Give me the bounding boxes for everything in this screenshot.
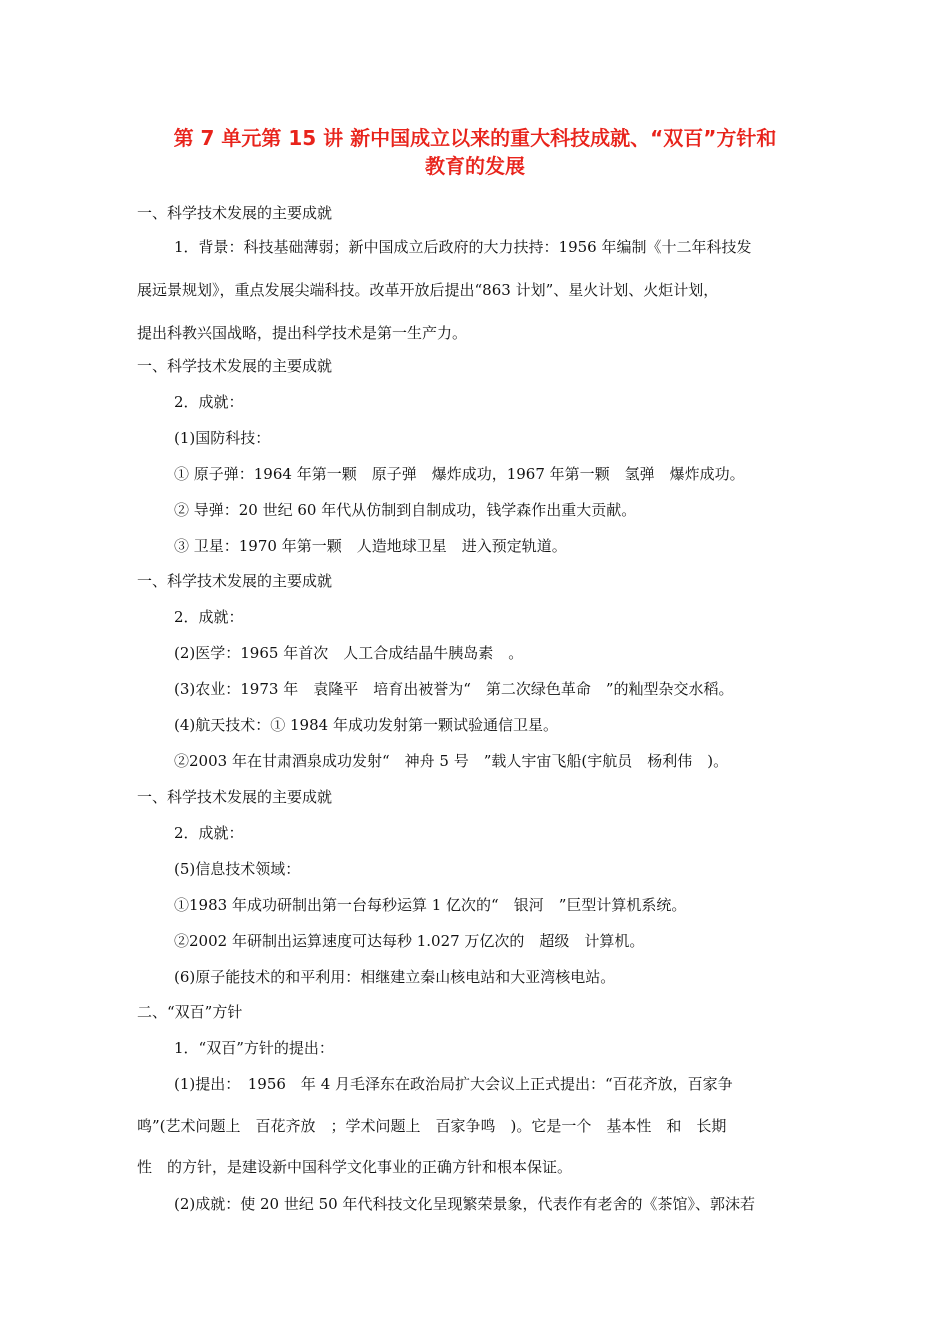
list-item: ③ 卫星：1970 年第一颗 人造地球卫星 进入预定轨道。: [174, 537, 567, 555]
subheading: 2．成就：: [174, 824, 244, 842]
paragraph-line: 提出科教兴国战略，提出科学技术是第一生产力。: [137, 324, 468, 342]
section-heading: 一、科学技术发展的主要成就: [137, 572, 333, 590]
subheading: 2．成就：: [174, 393, 244, 411]
paragraph-line: 1．背景：科技基础薄弱；新中国成立后政府的大力扶持：1956 年编制《十二年科技发: [174, 238, 752, 256]
list-item: (3)农业：1973 年 袁隆平 培育出被誉为“ 第二次绿色革命 ”的籼型杂交水稻。: [174, 680, 734, 698]
section-heading: 一、科学技术发展的主要成就: [137, 357, 333, 375]
list-item: ① 原子弹：1964 年第一颗 原子弹 爆炸成功，1967 年第一颗 氢弹 爆炸成功。: [174, 465, 745, 483]
paragraph-line: (2)成就：使 20 世纪 50 年代科技文化呈现繁荣景象，代表作有老舍的《茶馆》、郭沫若: [174, 1195, 755, 1213]
list-item: ②2003 年在甘肃酒泉成功发射“ 神舟 5 号 ”载人宇宙飞船(宇航员 杨利伟 )。: [174, 752, 729, 770]
list-item: (2)医学：1965 年首次 人工合成结晶牛胰岛素 。: [174, 644, 524, 662]
subheading: 1．“双百”方针的提出：: [174, 1039, 334, 1057]
section-heading: 一、科学技术发展的主要成就: [137, 204, 333, 222]
paragraph-line: 鸣”(艺术问题上 百花齐放 ；学术问题上 百家争鸣 )。它是一个 基本性 和 长期: [137, 1117, 727, 1135]
section-heading: 二、“双百”方针: [137, 1003, 243, 1021]
paragraph-line: 展远景规划》，重点发展尖端科技。改革开放后提出“863 计划”、星火计划、火炬计划，: [137, 281, 719, 299]
document-title-line-2: 教育的发展: [425, 154, 525, 178]
paragraph-line: 性 的方针，是建设新中国科学文化事业的正确方针和根本保证。: [137, 1158, 573, 1176]
list-item: ①1983 年成功研制出第一台每秒运算 1 亿次的“ 银河 ”巨型计算机系统。: [174, 896, 687, 914]
paragraph-line: (1)提出： 1956 年 4 月毛泽东在政治局扩大会议上正式提出：“百花齐放，百家争: [174, 1075, 733, 1093]
section-heading: 一、科学技术发展的主要成就: [137, 788, 333, 806]
subheading: 2．成就：: [174, 608, 244, 626]
list-item: ② 导弹：20 世纪 60 年代从仿制到自制成功，钱学森作出重大贡献。: [174, 501, 637, 519]
document-title-line-1: 第 7 单元第 15 讲 新中国成立以来的重大科技成就、“双百”方针和: [173, 126, 777, 150]
list-item: (5)信息技术领域：: [174, 860, 301, 878]
list-item: (6)原子能技术的和平利用：相继建立秦山核电站和大亚湾核电站。: [174, 968, 616, 986]
list-item: (4)航天技术：① 1984 年成功发射第一颗试验通信卫星。: [174, 716, 558, 734]
list-item: (1)国防科技：: [174, 429, 271, 447]
list-item: ②2002 年研制出运算速度可达每秒 1.027 万亿次的 超级 计算机。: [174, 932, 645, 950]
